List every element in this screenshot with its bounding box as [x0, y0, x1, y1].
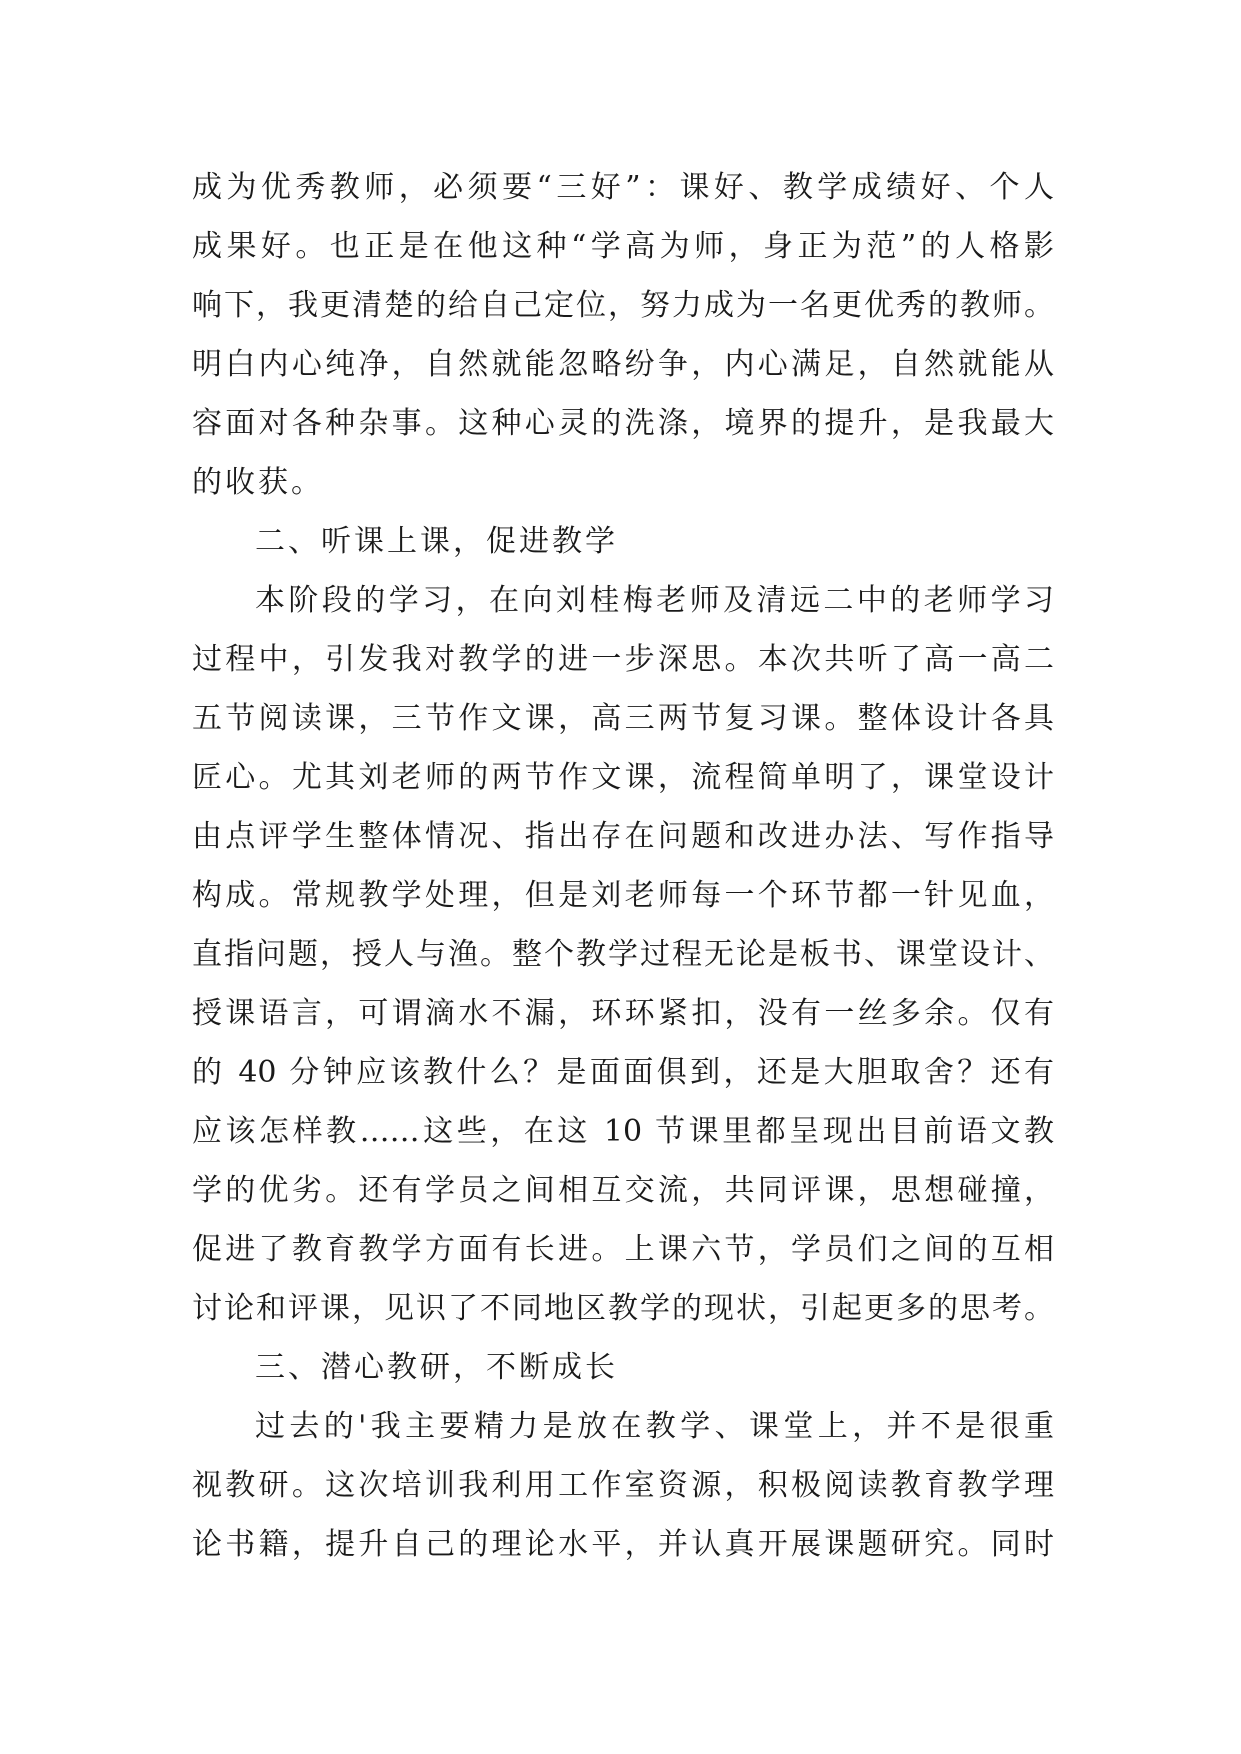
paragraph-3 [192, 1397, 1054, 1574]
text-line: 匠心。尤其刘老师的两节作文课，流程简单明了，课堂设计 [192, 760, 1054, 795]
text-line: 成为优秀教师，必须要“三好”：课好、教学成绩好、个人 [192, 170, 1054, 205]
text-line: 容面对各种杂事。这种心灵的洗涤，境界的提升，是我最大 [192, 406, 1054, 441]
text-line: 应该怎样教……这些，在这 10 节课里都呈现出目前语文教 [192, 1114, 1054, 1149]
text-line: 视教研。这次培训我利用工作室资源，积极阅读教育教学理 [192, 1468, 1054, 1503]
section-heading-2: 二、听课上课，促进教学 [255, 524, 618, 559]
document-page [192, 158, 1054, 1574]
text-line: 明白内心纯净，自然就能忽略纷争，内心满足，自然就能从 [192, 347, 1054, 382]
paragraph-1 [192, 158, 1054, 512]
paragraph-2 [192, 571, 1054, 1338]
text-line: 学的优劣。还有学员之间相互交流，共同评课，思想碰撞， [192, 1173, 1054, 1208]
text-line: 构成。常规教学处理，但是刘老师每一个环节都一针见血， [192, 878, 1054, 913]
text-line: 过程中，引发我对教学的进一步深思。本次共听了高一高二 [192, 642, 1054, 677]
text-line: 促进了教育教学方面有长进。上课六节，学员们之间的互相 [192, 1232, 1054, 1267]
text-line: 讨论和评课，见识了不同地区教学的现状，引起更多的思考。 [192, 1291, 1054, 1326]
text-line: 成果好。也正是在他这种“学高为师，身正为范”的人格影 [192, 229, 1054, 264]
text-line: 论书籍，提升自己的理论水平，并认真开展课题研究。同时 [192, 1527, 1054, 1562]
text-line: 五节阅读课，三节作文课，高三两节复习课。整体设计各具 [192, 701, 1054, 736]
text-line: 由点评学生整体情况、指出存在问题和改进办法、写作指导 [192, 819, 1054, 854]
text-line: 授课语言，可谓滴水不漏，环环紧扣，没有一丝多余。仅有 [192, 996, 1054, 1031]
text-line: 过去的'我主要精力是放在教学、课堂上，并不是很重 [255, 1409, 1054, 1444]
text-line: 直指问题，授人与渔。整个教学过程无论是板书、课堂设计、 [192, 937, 1054, 972]
text-line: 本阶段的学习，在向刘桂梅老师及清远二中的老师学习 [255, 583, 1054, 618]
text-line: 响下，我更清楚的给自己定位，努力成为一名更优秀的教师。 [192, 288, 1054, 323]
text-line: 的收获。 [192, 465, 324, 500]
text-line: 的 40 分钟应该教什么？是面面俱到，还是大胆取舍？还有 [192, 1055, 1054, 1090]
section-heading-3: 三、潜心教研，不断成长 [255, 1350, 618, 1385]
